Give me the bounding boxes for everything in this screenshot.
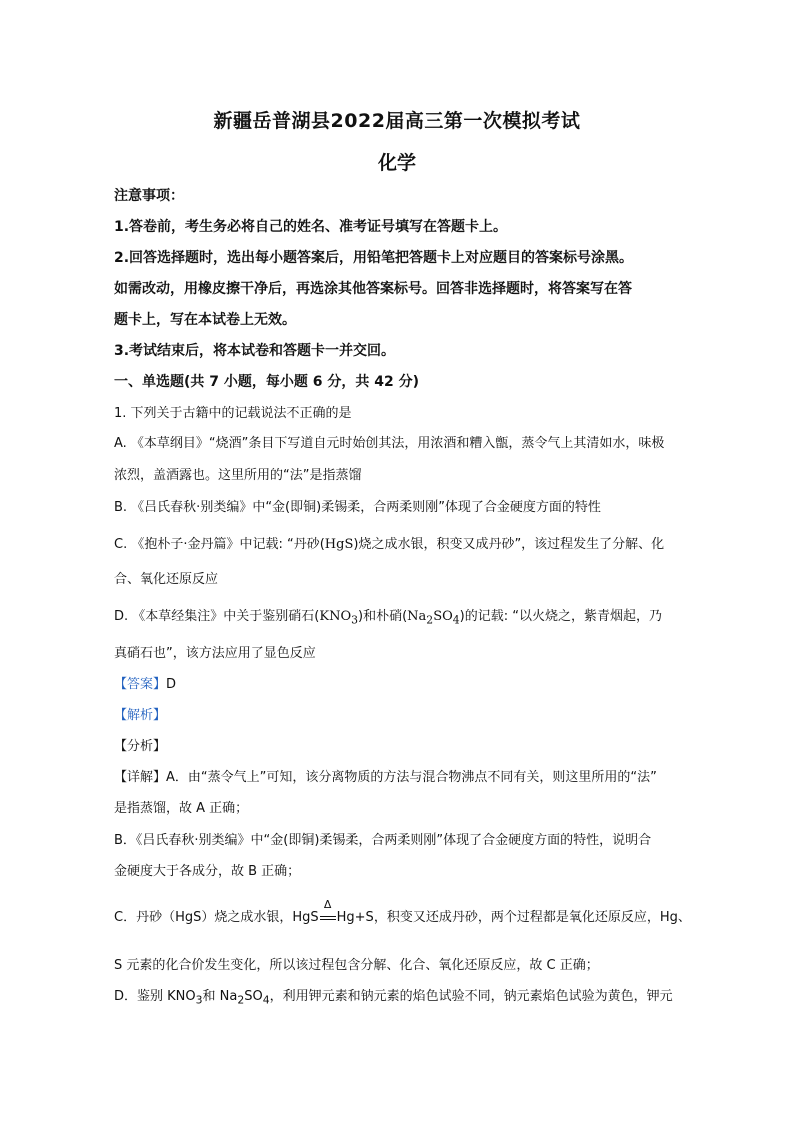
fenxi-label: 【分析】 bbox=[114, 739, 167, 754]
detail-b: B．《吕氏春秋·别类编》中“金(即铜)柔锡柔，合两柔则刚”体现了合金硬度方面的特性，说明合 bbox=[114, 833, 652, 848]
detail-c bbox=[114, 898, 704, 927]
notes-heading: 注意事项： bbox=[114, 188, 184, 204]
formula-hgs: HgS bbox=[324, 537, 354, 552]
formula-na2so4: $Na_2SO_4$ bbox=[407, 609, 460, 627]
answer-label: 【答案】 bbox=[114, 677, 167, 692]
section-heading: 一、单选题(共 7 小题，每小题 6 分，共 42 分) bbox=[114, 374, 420, 390]
analysis-label: 【解析】 bbox=[114, 708, 167, 723]
note-item-1: 1.答卷前，考生务必将自己的姓名、准考证号填写在答题卡上。 bbox=[114, 219, 508, 235]
option-b: B. 《吕氏春秋·别类编》中“金(即铜)柔锡柔，合两柔则刚”体现了合金硬度方面的特性 bbox=[114, 500, 601, 515]
note-item-3: 3.考试结束后，将本试卷和答题卡一并交回。 bbox=[114, 343, 396, 359]
option-c-pre: C. 《抱朴子·金丹篇》中记载: “丹砂( bbox=[114, 537, 325, 552]
detail-label: 【详解】 bbox=[114, 770, 167, 785]
option-c-post: )烧之成水银，积变又成丹砂”，该过程发生了分解、化 bbox=[353, 537, 665, 552]
option-a: A. 《本草纲目》“烧酒”条目下写道自元时始创其法，用浓酒和糟入甑，蒸令气上其清如水，味极 bbox=[114, 436, 665, 451]
option-c bbox=[114, 536, 704, 554]
formula-kno3: $KNO_3$ bbox=[319, 609, 358, 627]
answer-value: D bbox=[166, 677, 177, 692]
detail-c-post: Hg+S，积变又还成丹砂，两个过程都是氧化还原反应，Hg、 bbox=[336, 910, 691, 925]
note-item-2-end: 题卡上，写在本试卷上无效。 bbox=[114, 312, 296, 328]
question-stem: 1. 下列关于古籍中的记载说法不正确的是 bbox=[114, 406, 352, 421]
detail-a-text: A．由“蒸令气上”可知，该分离物质的方法与混合物沸点不同有关，则这里所用的“法” bbox=[166, 770, 657, 785]
note-item-2-cont: 如需改动，用橡皮擦干净后，再选涂其他答案标号。回答非选择题时，将答案写在答 bbox=[114, 281, 632, 297]
detail-a-cont: 是指蒸馏，故 A 正确； bbox=[114, 801, 249, 816]
detail-d: D．鉴别 $KNO_3$和 $Na_2SO_4$，利用钾元素和钠元素的焰色试验不同，钠元素焰色试验为黄色，钾元 bbox=[114, 989, 673, 1007]
option-c-cont: 合、氧化还原反应 bbox=[114, 572, 219, 587]
option-a-cont: 浓烈，盖酒露也。这里所用的“法”是指蒸馏 bbox=[114, 468, 362, 483]
detail-b-cont: 金硬度大于各成分，故 B 正确； bbox=[114, 864, 301, 879]
heating-equation-sign: Δ bbox=[319, 909, 337, 927]
note-item-2: 2.回答选择题时，选出每小题答案后，用铅笔把答题卡上对应题目的答案标号涂黑。 bbox=[114, 250, 634, 266]
subject-title: 化学 bbox=[377, 152, 416, 174]
option-d-cont: 真硝石也”，该方法应用了显色反应 bbox=[114, 646, 316, 661]
exam-title: 新疆岳普湖县2022届高三第一次模拟考试 bbox=[213, 110, 581, 132]
detail-a bbox=[114, 769, 704, 787]
option-d-pre: D. 《本草经集注》中关于鉴别硝石( bbox=[114, 609, 320, 624]
option-d bbox=[114, 608, 704, 630]
answer-line bbox=[114, 676, 704, 694]
detail-c-pre: C．丹砂（HgS）烧之成水银，HgS bbox=[114, 910, 319, 925]
option-d-post: )的记载: “以火烧之，紫青烟起，乃 bbox=[459, 609, 662, 624]
option-d-mid: )和朴硝( bbox=[358, 609, 408, 624]
detail-c-cont: S 元素的化合价发生变化，所以该过程包含分解、化合、氧化还原反应，故 C 正确； bbox=[114, 958, 599, 973]
